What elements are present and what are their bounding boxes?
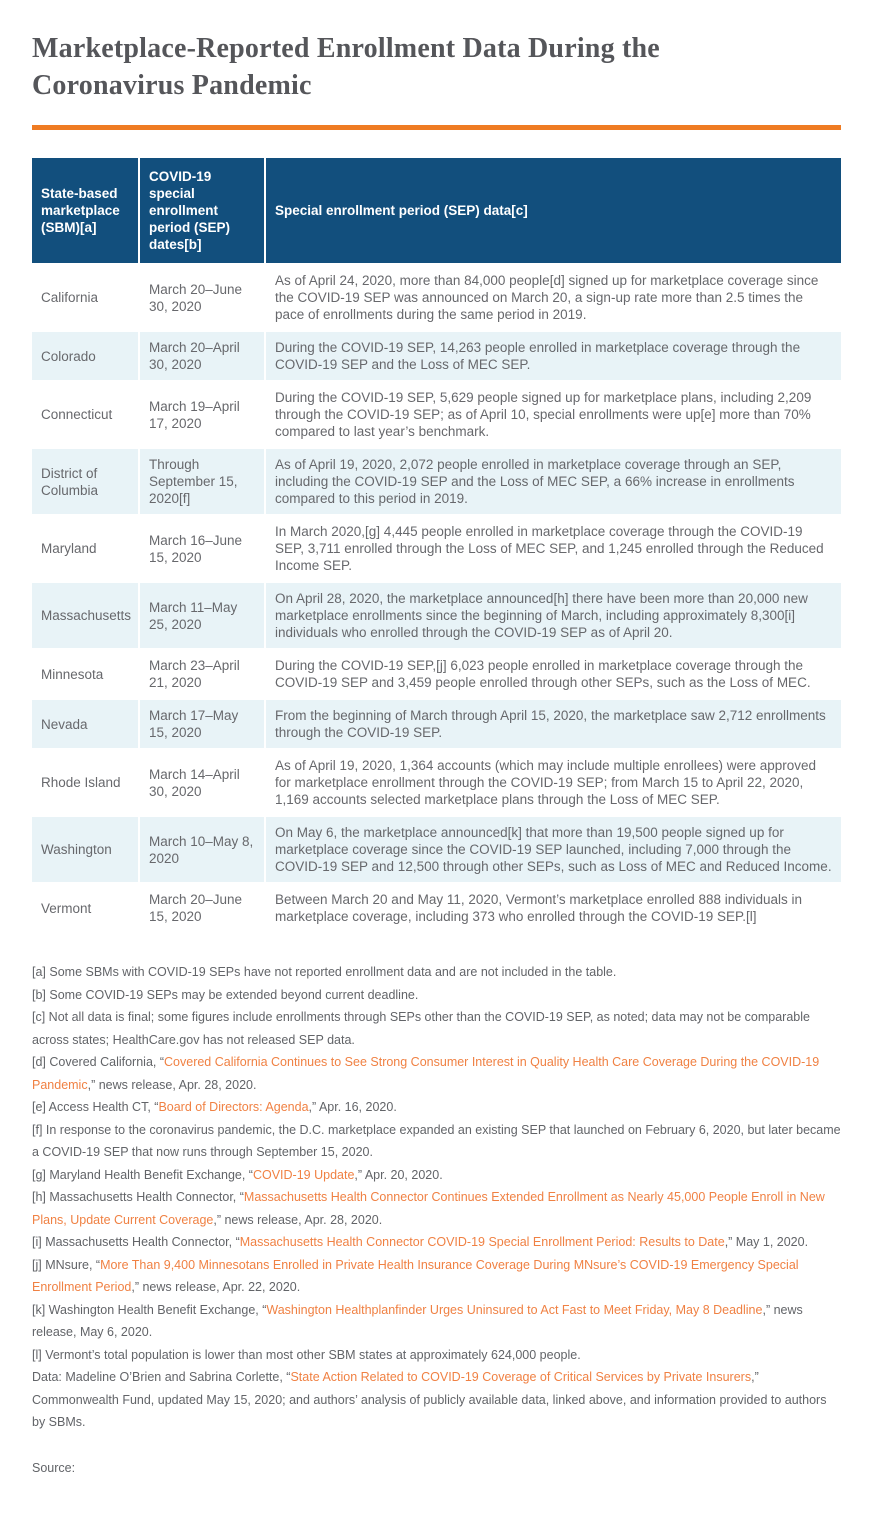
sep-data-cell: As of April 19, 2020, 1,364 accounts (which may include multiple enrollees) were approved for marketplace enrollment through the COVID-19 SEP; from March 15 to April 22, 2020, 1,169 accounts selected marketplace plans through the Loss of MEC SEP. [266,750,841,817]
footnote-link[interactable]: Board of Directors: Agenda [158,1100,309,1114]
footnote-link[interactable]: Washington Healthplanfinder Urges Uninsured to Act Fast to Meet Friday, May 8 Deadline [266,1302,763,1317]
footnote-link[interactable]: More Than 9,400 Minnesotans Enrolled in Private Health Insurance Coverage During MNsure’s COVID-19 Emergency Special Enrollment Period [32,1257,799,1294]
table-row [32,265,841,332]
footnote-text: [a] Some SBMs with COVID-19 SEPs have not reported enrollment data and are not included in the table. [32,965,617,979]
column-header-sep-dates: COVID-19 special enrollment period (SEP) dates[b] [140,158,266,265]
source-label: Source: [32,1460,76,1475]
footnote-text: [b] Some COVID-19 SEPs may be extended beyond current deadline. [32,987,419,1002]
footnote [32,1254,841,1299]
accent-divider [32,125,841,130]
footnote-text: ,” news release, Apr. 22, 2020. [131,1280,301,1294]
footnote [32,1051,841,1096]
footnote-text: [i] Massachusetts Health Connector, “ [32,1235,240,1249]
footnote [32,961,841,984]
table-row [32,583,841,650]
table-row [32,700,841,750]
dates-cell: March 23–April 21, 2020 [140,650,266,700]
footnote-text: [j] MNsure, “ [32,1257,101,1272]
footnote-text: [c] Not all data is final; some figures include enrollments through SEPs other than the COVID-19 SEP, as noted; data may not be comparable across states; HealthCare.gov has not released SEP data. [32,1010,810,1047]
footnote-text: [l] Vermont’s total population is lower than most other SBM states at approximately 624,000 people. [32,1347,581,1362]
column-header-state: State-based marketplace (SBM)[a] [32,158,140,265]
footnote-text: ,” news release, Apr. 28, 2020. [87,1077,257,1092]
footnote-link[interactable]: State Action Related to COVID-19 Coverage of Critical Services by Private Insurers [290,1370,752,1384]
column-header-sep-data: Special enrollment period (SEP) data[c] [266,158,841,265]
dates-cell: March 10–May 8, 2020 [140,817,266,884]
dates-cell: March 11–May 25, 2020 [140,583,266,650]
state-cell: Connecticut [32,382,140,449]
footnote [32,1299,841,1344]
footnote [32,1096,841,1119]
state-cell: Rhode Island [32,750,140,817]
sep-data-cell: During the COVID-19 SEP,[j] 6,023 people enrolled in marketplace coverage through the COVID-19 SEP and 3,459 people enrolled through other SEPs, such as the Loss of MEC. [266,650,841,700]
sep-data-cell: On April 28, 2020, the marketplace announced[h] there have been more than 20,000 new marketplace enrollments since the beginning of March, including approximately 8,300[i] individuals who enrolled through the COVID-19 SEP as of April 20. [266,583,841,650]
dates-cell: March 14–April 30, 2020 [140,750,266,817]
footnote [32,1164,841,1187]
table-row [32,382,841,449]
table-body [32,265,841,934]
footnote-text: ,” Commonwealth Fund, updated May 15, 2020; and authors’ analysis of publicly available data, linked above, and information provided to authors by SBMs. [32,1370,827,1429]
table-row [32,884,841,934]
footnote-text: Data: Madeline O’Brien and Sabrina Corlette, “ [32,1370,291,1384]
footnote-link[interactable]: Massachusetts Health Connector COVID-19 Special Enrollment Period: Results to Date [239,1235,725,1249]
dates-cell: March 19–April 17, 2020 [140,382,266,449]
sep-data-cell: As of April 24, 2020, more than 84,000 people[d] signed up for marketplace coverage since the COVID-19 SEP was announced on March 20, a sign-up rate more than 2.5 times the pace of enrollments during the same period in 2019. [266,265,841,332]
footnote-link[interactable]: Covered California Continues to See Strong Consumer Interest in Quality Health Care Coverage During the COVID-19 Pandemic [32,1055,820,1092]
dates-cell: Through September 15, 2020[f] [140,449,266,516]
footnote-text: ,” May 1, 2020. [724,1235,809,1249]
footnote-text: ,” news release, May 6, 2020. [32,1302,803,1339]
footnote-text: ,” Apr. 20, 2020. [354,1167,443,1182]
dates-cell: March 16–June 15, 2020 [140,516,266,583]
state-cell: Maryland [32,516,140,583]
table-row [32,750,841,817]
footnote [32,1119,841,1164]
page-title: Marketplace-Reported Enrollment Data During the Coronavirus Pandemic [32,33,660,101]
state-cell: Massachusetts [32,583,140,650]
footnote [32,1231,841,1254]
footnote-text: [f] In response to the coronavirus pandemic, the D.C. marketplace expanded an existing SEP that launched on February 6, 2020, but later became a COVID-19 SEP that now runs through September 15, 2020. [32,1122,841,1159]
table-header-row [32,158,841,265]
dates-cell: March 20–June 30, 2020 [140,265,266,332]
dates-cell: March 17–May 15, 2020 [140,700,266,750]
footnote [32,1186,841,1231]
sep-data-cell: On May 6, the marketplace announced[k] that more than 19,500 people signed up for marketplace coverage since the COVID-19 SEP launched, including 7,000 through the COVID-19 SEP and 12,500 through other SEPs, such as Loss of MEC and Reduced Income. [266,817,841,884]
footnote [32,1366,841,1434]
sep-data-cell: During the COVID-19 SEP, 14,263 people enrolled in marketplace coverage through the COVID-19 SEP and the Loss of MEC SEP. [266,332,841,382]
state-cell: Vermont [32,884,140,934]
footnote-text: ,” Apr. 16, 2020. [308,1100,397,1114]
table-row [32,516,841,583]
table-row [32,449,841,516]
table-row [32,332,841,382]
footnote-text: [g] Maryland Health Benefit Exchange, “ [32,1167,253,1182]
state-cell: District of Columbia [32,449,140,516]
footnote-text: [d] Covered California, “ [32,1055,165,1069]
footnote [32,1006,841,1051]
footnote-text: [k] Washington Health Benefit Exchange, “ [32,1302,267,1317]
sep-data-cell: From the beginning of March through April 15, 2020, the marketplace saw 2,712 enrollments through the COVID-19 SEP. [266,700,841,750]
dates-cell: March 20–April 30, 2020 [140,332,266,382]
state-cell: Washington [32,817,140,884]
sep-data-cell: During the COVID-19 SEP, 5,629 people signed up for marketplace plans, including 2,209 through the COVID-19 SEP; as of April 10, special enrollments were up[e] more than 70% compared to last year’s benchmark. [266,382,841,449]
footnote-text: [e] Access Health CT, “ [32,1100,159,1114]
sep-data-cell: As of April 19, 2020, 2,072 people enrolled in marketplace coverage through an SEP, including the COVID-19 SEP and the Loss of MEC SEP, a 66% increase in enrollments compared to this period in 2019. [266,449,841,516]
footnote-text: ,” news release, Apr. 28, 2020. [213,1212,383,1227]
state-cell: Colorado [32,332,140,382]
enrollment-table [32,158,841,934]
table-row [32,817,841,884]
footnote-link[interactable]: Massachusetts Health Connector Continues Extended Enrollment as Nearly 45,000 People Enroll in New Plans, Update Current Coverage [32,1190,825,1227]
footnote [32,984,841,1007]
table-row [32,650,841,700]
state-cell: Nevada [32,700,140,750]
footnote-text: [h] Massachusetts Health Connector, “ [32,1190,244,1204]
footnotes-section [32,961,841,1434]
state-cell: California [32,265,140,332]
table-header [32,158,841,265]
footnote [32,1344,841,1367]
footnote-link[interactable]: COVID-19 Update [252,1167,355,1182]
sep-data-cell: In March 2020,[g] 4,445 people enrolled in marketplace coverage through the COVID-19 SEP, 3,711 enrolled through the Loss of MEC SEP, and 1,245 enrolled through the Reduced Income SEP. [266,516,841,583]
sep-data-cell: Between March 20 and May 11, 2020, Vermont’s marketplace enrolled 888 individuals in marketplace coverage, including 373 who enrolled through the COVID-19 SEP.[l] [266,884,841,934]
state-cell: Minnesota [32,650,140,700]
dates-cell: March 20–June 15, 2020 [140,884,266,934]
